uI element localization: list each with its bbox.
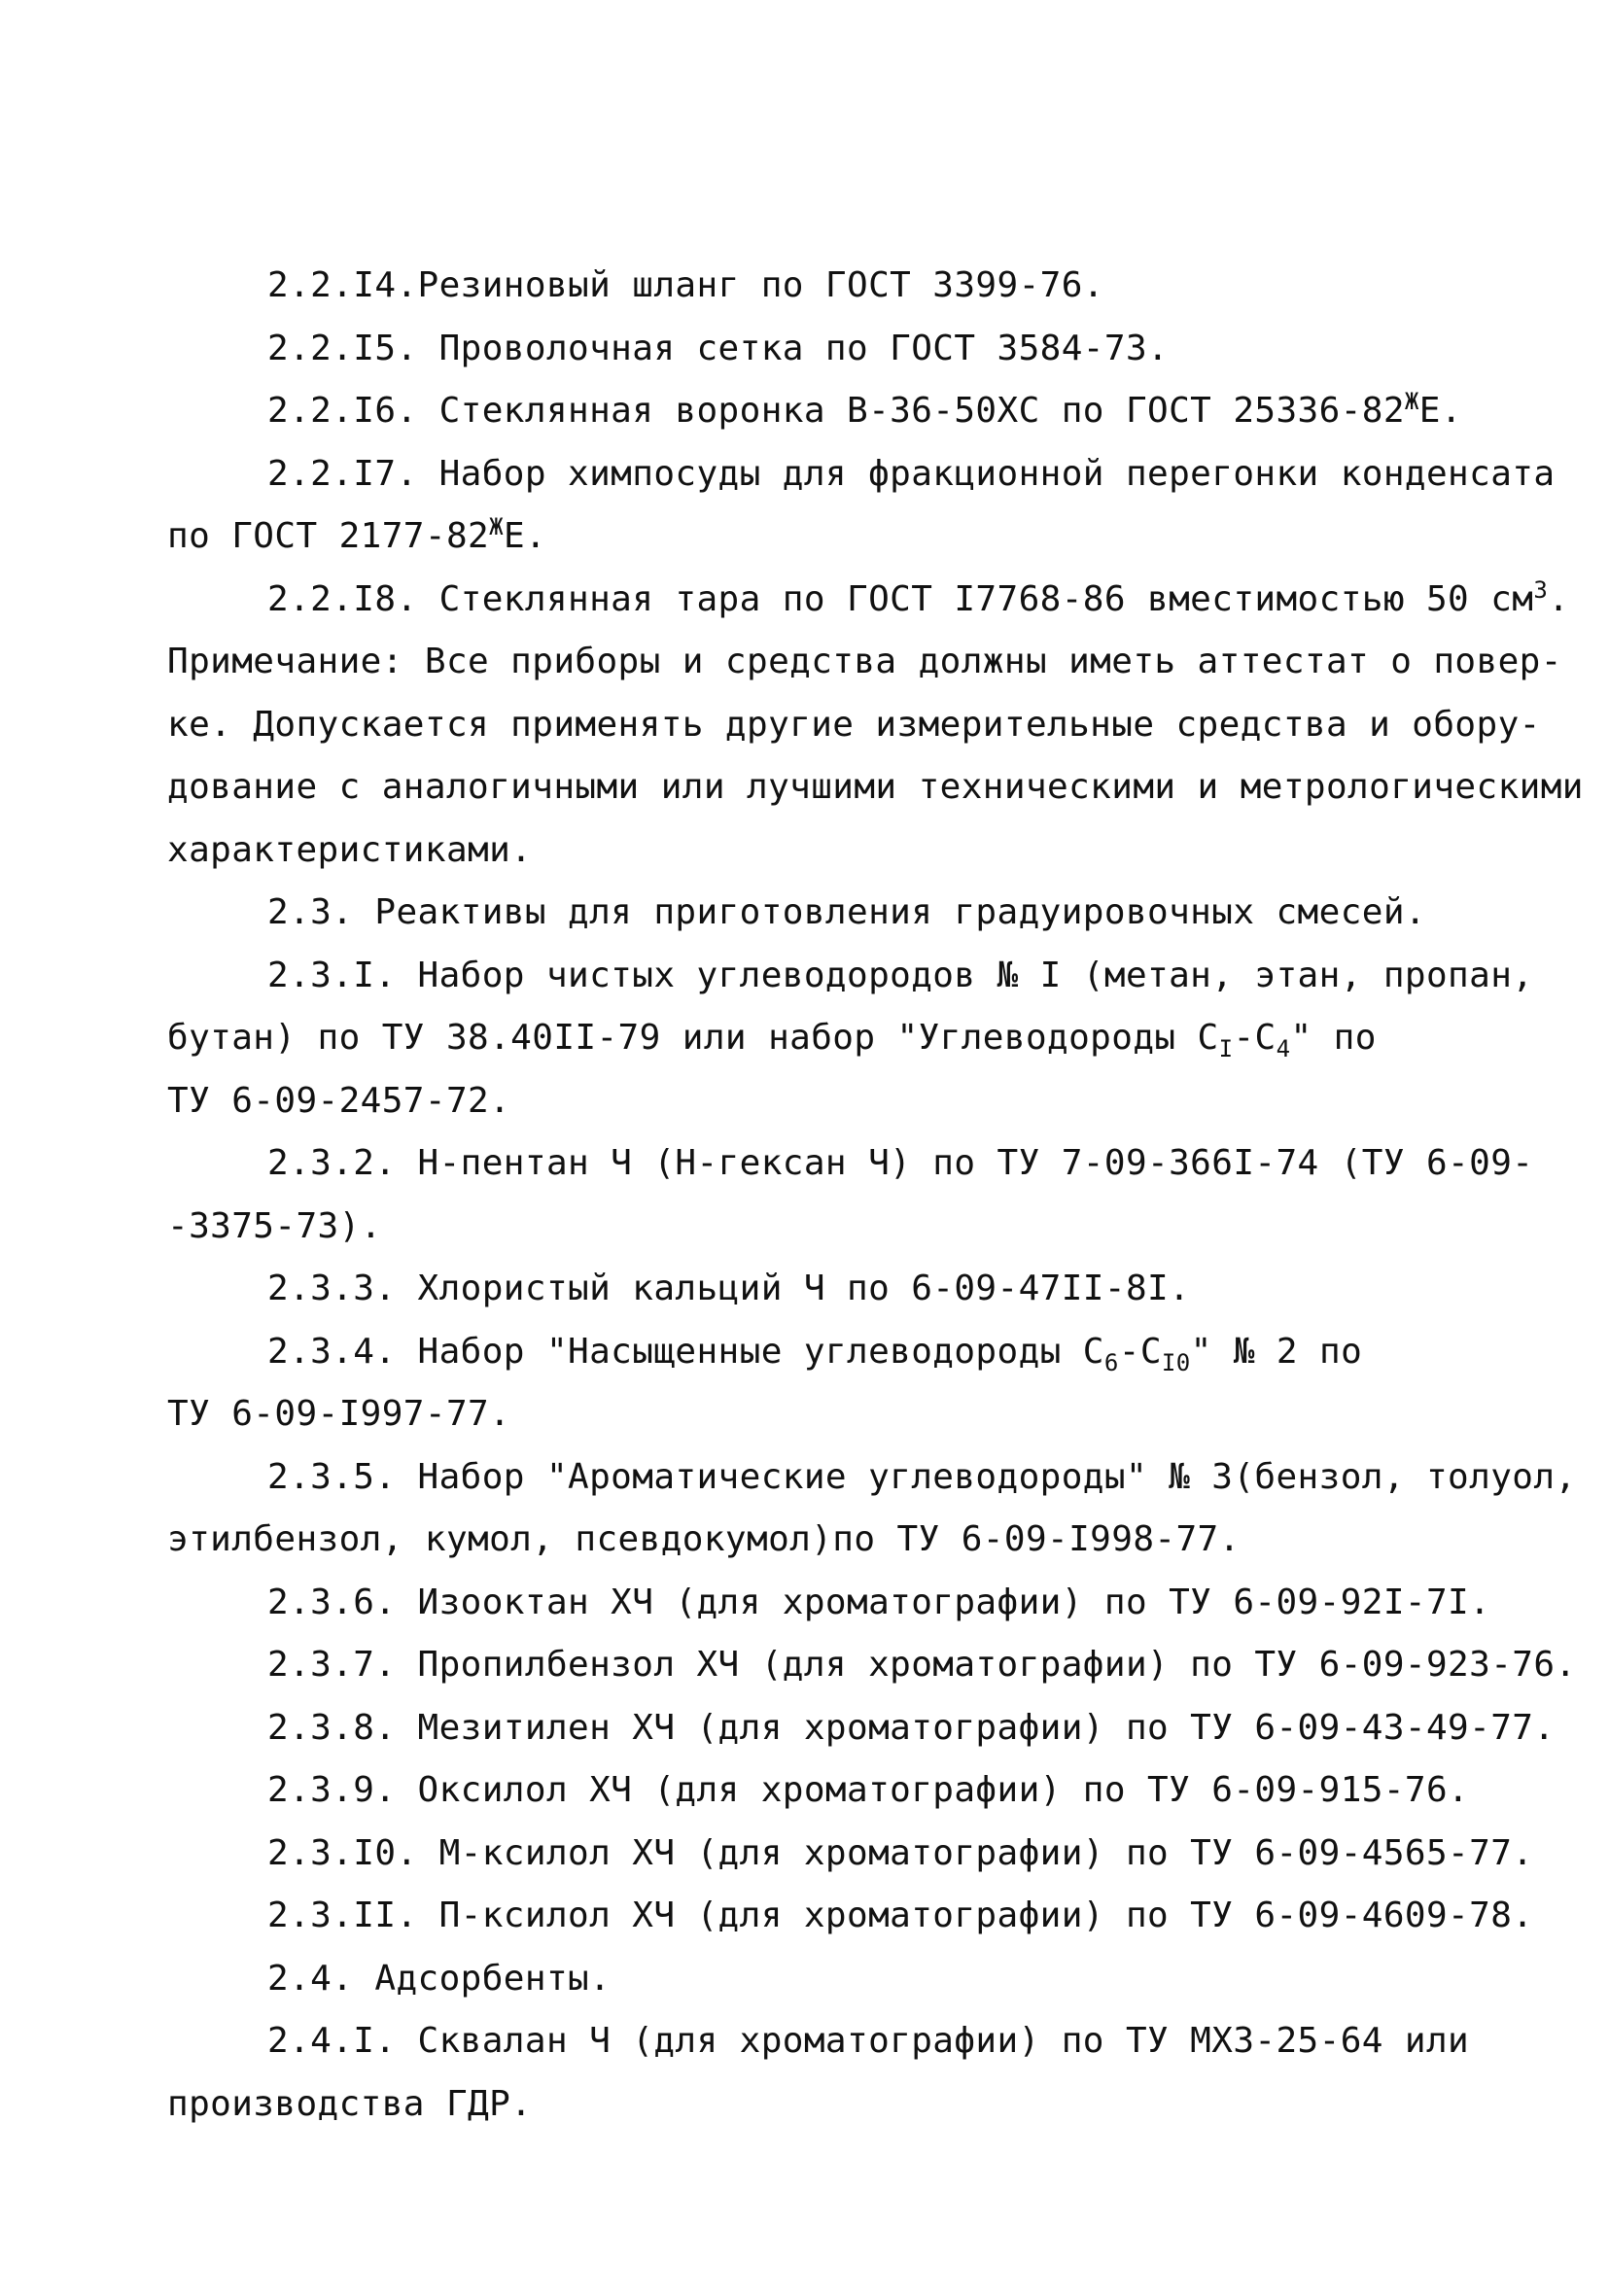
text-line bbox=[167, 318, 1460, 381]
text-line bbox=[167, 569, 1570, 632]
text-line bbox=[167, 1885, 1534, 1948]
text-line bbox=[167, 1759, 1470, 1823]
text-run: 2.3.6. Изооктан ХЧ (для хроматографии) по ТУ 6-09-92I-7I. bbox=[267, 1582, 1491, 1622]
text-run: 2.3.I. Набор чистых углеводородов № I (метан, этан, пропан, bbox=[267, 955, 1534, 995]
text-run: Примечание: Все приборы и средства должны иметь аттестат о повер- bbox=[167, 642, 1562, 681]
text-run: 2.3.9. Оксилол ХЧ (для хроматографии) по ТУ 6-09-915-76. bbox=[267, 1770, 1470, 1810]
text-line bbox=[167, 505, 1460, 569]
text-line bbox=[167, 2010, 1470, 2073]
text-line bbox=[167, 2073, 1460, 2137]
text-line bbox=[167, 1697, 1556, 1760]
text-run: 2.3.I0. М-ксилол ХЧ (для хроматографии) по ТУ 6-09-4565-77. bbox=[267, 1832, 1534, 1873]
text-run: Е. bbox=[503, 516, 547, 556]
superscript: Ж bbox=[489, 513, 504, 540]
text-line bbox=[167, 443, 1556, 506]
text-line bbox=[167, 631, 1562, 694]
text-run: " № 2 по bbox=[1190, 1331, 1363, 1372]
text-run: ке. Допускается применять другие измерительные средства и обору- bbox=[167, 704, 1541, 745]
text-line bbox=[167, 1509, 1460, 1572]
text-line bbox=[167, 1572, 1491, 1635]
subscript: 6 bbox=[1103, 1348, 1119, 1376]
text-line bbox=[167, 1196, 1460, 1259]
text-run: 2.2.I6. Стеклянная воронка В-36-50ХС по ГОСТ 25336-82 bbox=[267, 391, 1405, 431]
text-line bbox=[167, 882, 1460, 945]
text-run: -3375-73). bbox=[167, 1205, 382, 1246]
text-run: по ГОСТ 2177-82 bbox=[167, 516, 490, 556]
text-line bbox=[167, 1321, 1460, 1384]
text-line bbox=[167, 1007, 1460, 1070]
text-run: . bbox=[1548, 578, 1570, 619]
text-run: 2.3.3. Хлористый кальций Ч по 6-09-47II-8I. bbox=[267, 1269, 1191, 1308]
text-run: 2.4. Адсорбенты. bbox=[267, 1958, 612, 1999]
document-text bbox=[167, 255, 1584, 2136]
subscript: I0 bbox=[1161, 1348, 1191, 1376]
text-run: " по bbox=[1290, 1018, 1377, 1058]
text-line bbox=[167, 756, 1584, 819]
subscript: 4 bbox=[1276, 1035, 1291, 1063]
text-line bbox=[167, 945, 1534, 1008]
text-run: 2.3.5. Набор "Ароматические углеводороды" № 3(бензол, толуол, bbox=[267, 1456, 1577, 1497]
text-line bbox=[167, 819, 1460, 883]
text-line bbox=[167, 1258, 1460, 1321]
text-line bbox=[167, 1823, 1534, 1886]
text-line bbox=[167, 1070, 1460, 1133]
text-line bbox=[167, 694, 1541, 757]
text-run: бутан) по ТУ 38.40II-79 или набор "Углеводороды С bbox=[167, 1018, 1219, 1058]
text-run: характеристиками. bbox=[167, 829, 533, 870]
text-run: 2.2.I4.Резиновый шланг по ГОСТ 3399-76. bbox=[267, 265, 1104, 305]
text-run: этилбензол, кумол, псевдокумол)по ТУ 6-09-I998-77. bbox=[167, 1519, 1241, 1559]
text-run: дование с аналогичными или лучшими техническими и метрологическими bbox=[167, 767, 1584, 807]
text-run: 2.4.I. Сквалан Ч (для хроматографии) по ТУ МХЗ-25-64 или bbox=[267, 2021, 1470, 2061]
text-run: -С bbox=[1118, 1331, 1162, 1372]
text-run: 2.2.I5. Проволочная сетка по ГОСТ 3584-73. bbox=[267, 328, 1170, 368]
text-run: ТУ 6-09-I997-77. bbox=[167, 1394, 511, 1434]
text-line bbox=[167, 255, 1460, 318]
text-run: производства ГДР. bbox=[167, 2083, 533, 2124]
text-run: 2.2.I7. Набор химпосуды для фракционной перегонки конденсата bbox=[267, 453, 1556, 494]
text-line bbox=[167, 1948, 1460, 2011]
text-run: Е. bbox=[1418, 391, 1462, 431]
text-run: 2.3.4. Набор "Насыщенные углеводороды С bbox=[267, 1331, 1104, 1372]
text-run: 2.3.II. П-ксилол ХЧ (для хроматографии) по ТУ 6-09-4609-78. bbox=[267, 1896, 1534, 1935]
text-line bbox=[167, 1446, 1577, 1510]
superscript: Ж bbox=[1404, 388, 1419, 415]
text-run: 2.3. Реактивы для приготовления градуировочных смесей. bbox=[267, 892, 1426, 932]
text-run: 2.3.8. Мезитилен ХЧ (для хроматографии) по ТУ 6-09-43-49-77. bbox=[267, 1707, 1556, 1748]
text-line bbox=[167, 1634, 1577, 1697]
text-line bbox=[167, 380, 1460, 443]
superscript: 3 bbox=[1533, 575, 1549, 604]
text-line bbox=[167, 1383, 1460, 1446]
text-run: -С bbox=[1233, 1018, 1277, 1058]
subscript: I bbox=[1218, 1035, 1234, 1063]
text-run: ТУ 6-09-2457-72. bbox=[167, 1080, 511, 1121]
text-run: 2.3.2. Н-пентан Ч (Н-гексан Ч) по ТУ 7-09-366I-74 (ТУ 6-09- bbox=[267, 1143, 1534, 1183]
text-line bbox=[167, 1132, 1534, 1196]
text-run: 2.3.7. Пропилбензол ХЧ (для хроматографии) по ТУ 6-09-923-76. bbox=[267, 1645, 1577, 1685]
text-run: 2.2.I8. Стеклянная тара по ГОСТ I7768-86 вместимостью 50 см bbox=[267, 578, 1534, 619]
